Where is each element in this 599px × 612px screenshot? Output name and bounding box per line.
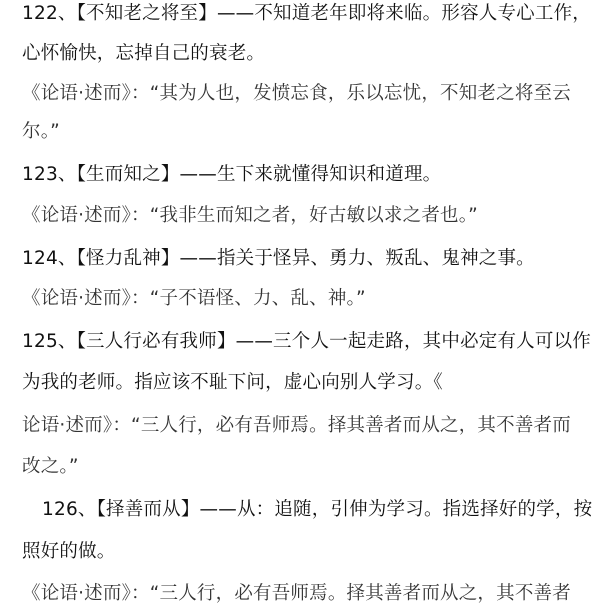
entry-126-definition-line-2: 照好的做。 (22, 541, 116, 562)
entry-122-definition-line-2: 心怀愉快，忘掉自己的衰老。 (22, 43, 266, 64)
entry-125-definition-line-2: 为我的老师。指应该不耻下问，虚心向别人学习。《 (22, 372, 443, 393)
entry-122-definition-line-1: 122、【不知老之将至】——不知道老年即将来临。形容人专心工作， (22, 3, 591, 24)
entry-125-quote-line-2: 改之。” (22, 456, 79, 477)
entry-124-definition-line: 124、【怪力乱神】——指关于怪异、勇力、叛乱、鬼神之事。 (22, 248, 535, 269)
entry-124-quote-line: 《论语·述而》：“子不语怪、力、乱、神。” (22, 288, 366, 309)
entry-122-quote-line-2: 尔。” (22, 121, 60, 142)
entry-123-quote-line: 《论语·述而》：“我非生而知之者，好古敏以求之者也。” (22, 205, 478, 226)
entry-123-definition-line: 123、【生而知之】——生下来就懂得知识和道理。 (22, 164, 442, 185)
entry-125-definition-line-1: 125、【三人行必有我师】——三个人一起走路，其中必定有人可以作 (22, 331, 591, 352)
entry-122-quote-line-1: 《论语·述而》：“其为人也，发愤忘食，乐以忘忧，不知老之将至云 (22, 83, 571, 104)
entry-126-definition-line-1: 126、【择善而从】——从：追随，引伸为学习。指选择好的学，按 (42, 499, 593, 520)
entry-125-quote-line-1: 论语·述而》：“三人行，必有吾师焉。择其善者而从之，其不善者而 (22, 415, 571, 436)
entry-126-quote-line: 《论语·述而》：“三人行，必有吾师焉。择其善者而从之，其不善者 (22, 583, 571, 604)
